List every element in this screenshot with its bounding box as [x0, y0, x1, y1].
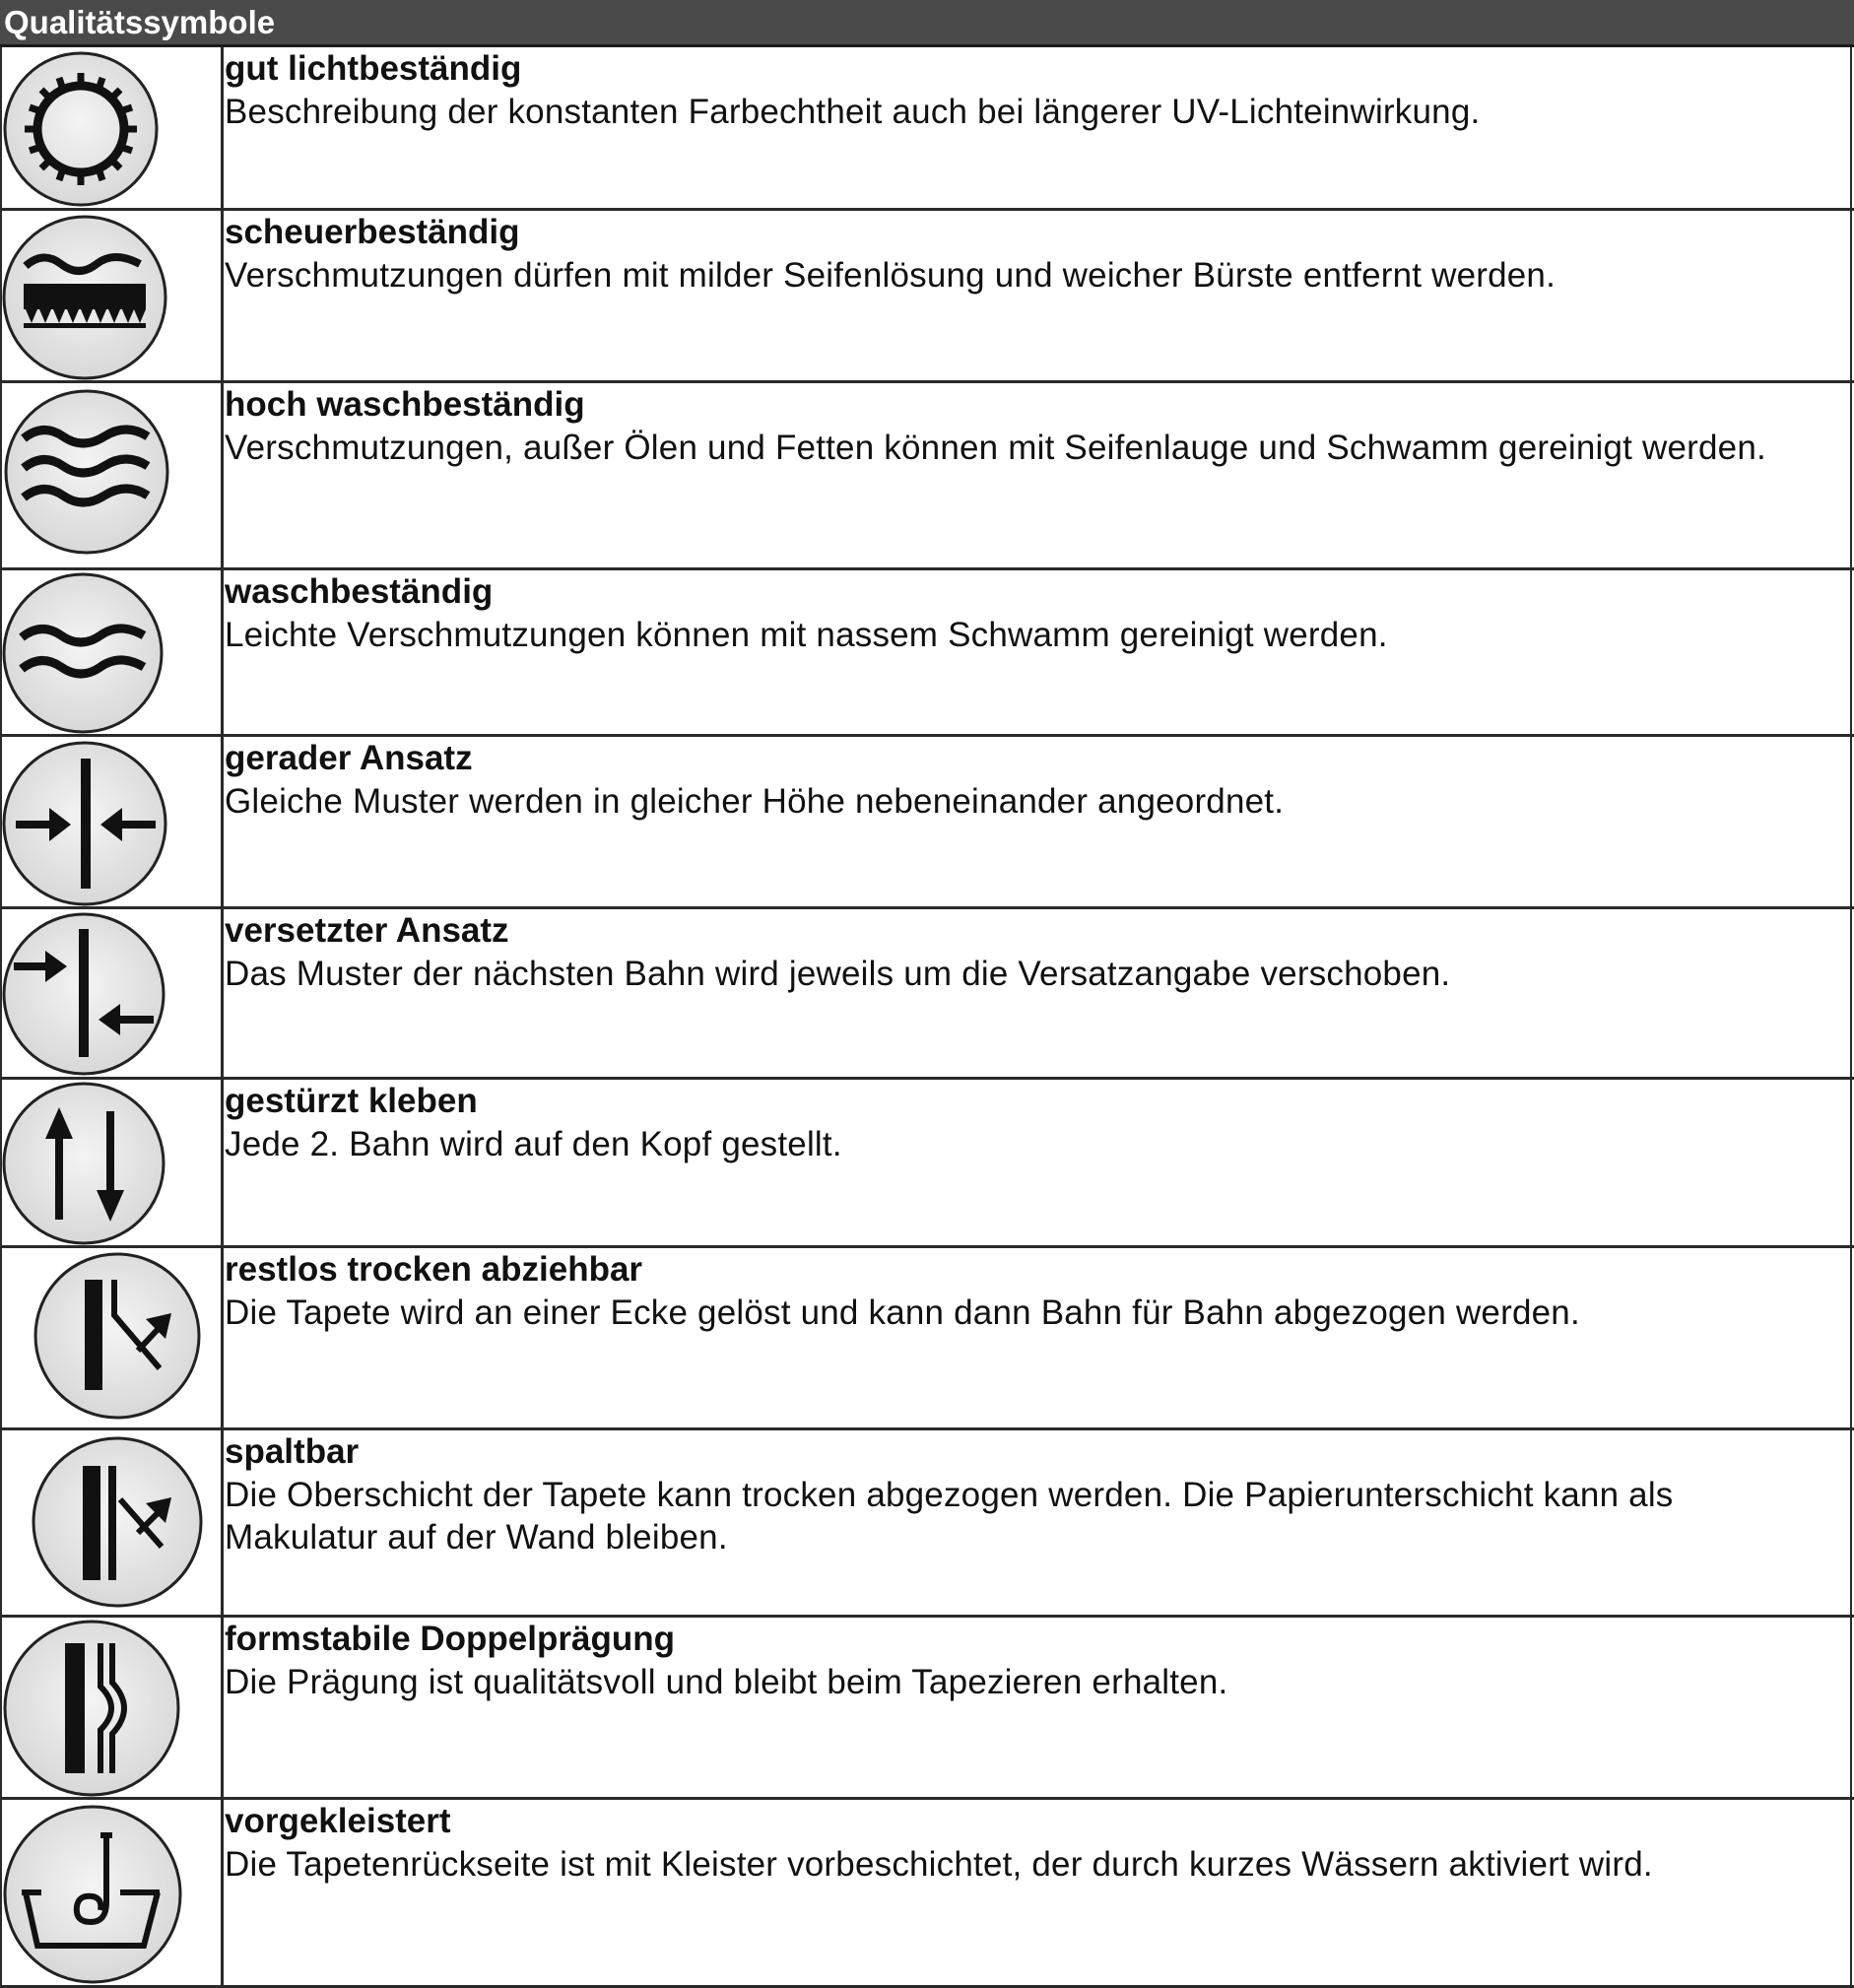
- triple-wave-icon: [2, 383, 174, 570]
- icon-cell: [0, 570, 224, 734]
- scrub-brush-icon: [2, 211, 174, 383]
- item-description: Gleiche Muster werden in gleicher Höhe nebeneinander angeordnet.: [225, 782, 1285, 821]
- item-description: Die Oberschicht der Tapete kann trocken abgezogen werden. Die Papierunterschicht kann als Makulatur auf der Wand bleiben.: [225, 1476, 1674, 1557]
- sun-icon: [2, 47, 169, 211]
- peelable-icon: [2, 1430, 226, 1618]
- text-cell: [224, 383, 1852, 567]
- item-description: Das Muster der nächsten Bahn wird jeweils um die Versatzangabe verschoben.: [225, 955, 1451, 993]
- item-description: Verschmutzungen, außer Ölen und Fetten können mit Seifenlauge und Schwamm gereinigt werden.: [225, 429, 1766, 467]
- double-wave-icon: [2, 570, 169, 737]
- item-description: Jede 2. Bahn wird auf den Kopf gestellt.: [225, 1125, 842, 1163]
- table-row: [0, 1080, 1854, 1248]
- strippable-icon: [2, 1248, 226, 1430]
- table-row: [0, 1800, 1854, 1988]
- table-title: Qualitätssymbole: [4, 4, 276, 40]
- prepasted-icon: [2, 1800, 189, 1988]
- item-description: Die Prägung ist qualitätsvoll und bleibt beim Tapezieren erhalten.: [225, 1663, 1228, 1701]
- icon-cell: [0, 1248, 224, 1427]
- text-cell: [224, 1800, 1852, 1985]
- table-row: [0, 909, 1854, 1080]
- item-description: Beschreibung der konstanten Farbechtheit auch bei längerer UV-Lichteinwirkung.: [225, 93, 1481, 131]
- reverse-hang-icon: [2, 1080, 174, 1248]
- text-cell: [224, 1618, 1852, 1797]
- item-description: Verschmutzungen dürfen mit milder Seifenlösung und weicher Bürste entfernt werden.: [225, 256, 1556, 295]
- offset-match-icon: [2, 909, 174, 1080]
- icon-cell: [0, 909, 224, 1077]
- table-row: [0, 1618, 1854, 1800]
- icon-cell: [0, 383, 224, 567]
- text-cell: [224, 1248, 1852, 1427]
- table-header: [0, 0, 1854, 47]
- straight-match-icon: [2, 737, 174, 909]
- icon-cell: [0, 211, 224, 380]
- item-description: Die Tapete wird an einer Ecke gelöst und kann dann Bahn für Bahn abgezogen werden.: [225, 1293, 1580, 1332]
- table-row: [0, 737, 1854, 909]
- item-title: gerader Ansatz: [225, 739, 473, 777]
- item-title: restlos trocken abziehbar: [225, 1250, 643, 1289]
- item-title: scheuerbeständig: [225, 213, 520, 251]
- item-title: hoch waschbeständig: [225, 385, 585, 424]
- item-title: formstabile Doppelprägung: [225, 1620, 675, 1658]
- table-row: [0, 1248, 1854, 1430]
- item-title: waschbeständig: [225, 572, 494, 611]
- icon-cell: [0, 1618, 224, 1797]
- icon-cell: [0, 1430, 224, 1615]
- text-cell: [224, 1430, 1852, 1615]
- text-cell: [224, 909, 1852, 1077]
- item-title: vorgekleistert: [225, 1802, 451, 1840]
- item-title: gut lichtbeständig: [225, 49, 522, 88]
- table-row: [0, 383, 1854, 570]
- text-cell: [224, 211, 1852, 380]
- item-title: spaltbar: [225, 1432, 360, 1471]
- double-embossing-icon: [2, 1618, 184, 1800]
- text-cell: [224, 570, 1852, 734]
- table-row: [0, 211, 1854, 383]
- icon-cell: [0, 1800, 224, 1985]
- text-cell: [224, 1080, 1852, 1245]
- item-title: versetzter Ansatz: [225, 911, 509, 950]
- item-description: Die Tapetenrückseite ist mit Kleister vorbeschichtet, der durch kurzes Wässern aktiviert wird.: [225, 1845, 1653, 1884]
- icon-cell: [0, 47, 224, 208]
- table-row: [0, 1430, 1854, 1618]
- icon-cell: [0, 737, 224, 906]
- table-row: [0, 47, 1854, 211]
- item-title: gestürzt kleben: [225, 1082, 478, 1120]
- item-description: Leichte Verschmutzungen können mit nassem Schwamm gereinigt werden.: [225, 616, 1388, 654]
- table-row: [0, 570, 1854, 737]
- text-cell: [224, 47, 1852, 208]
- text-cell: [224, 737, 1852, 906]
- icon-cell: [0, 1080, 224, 1245]
